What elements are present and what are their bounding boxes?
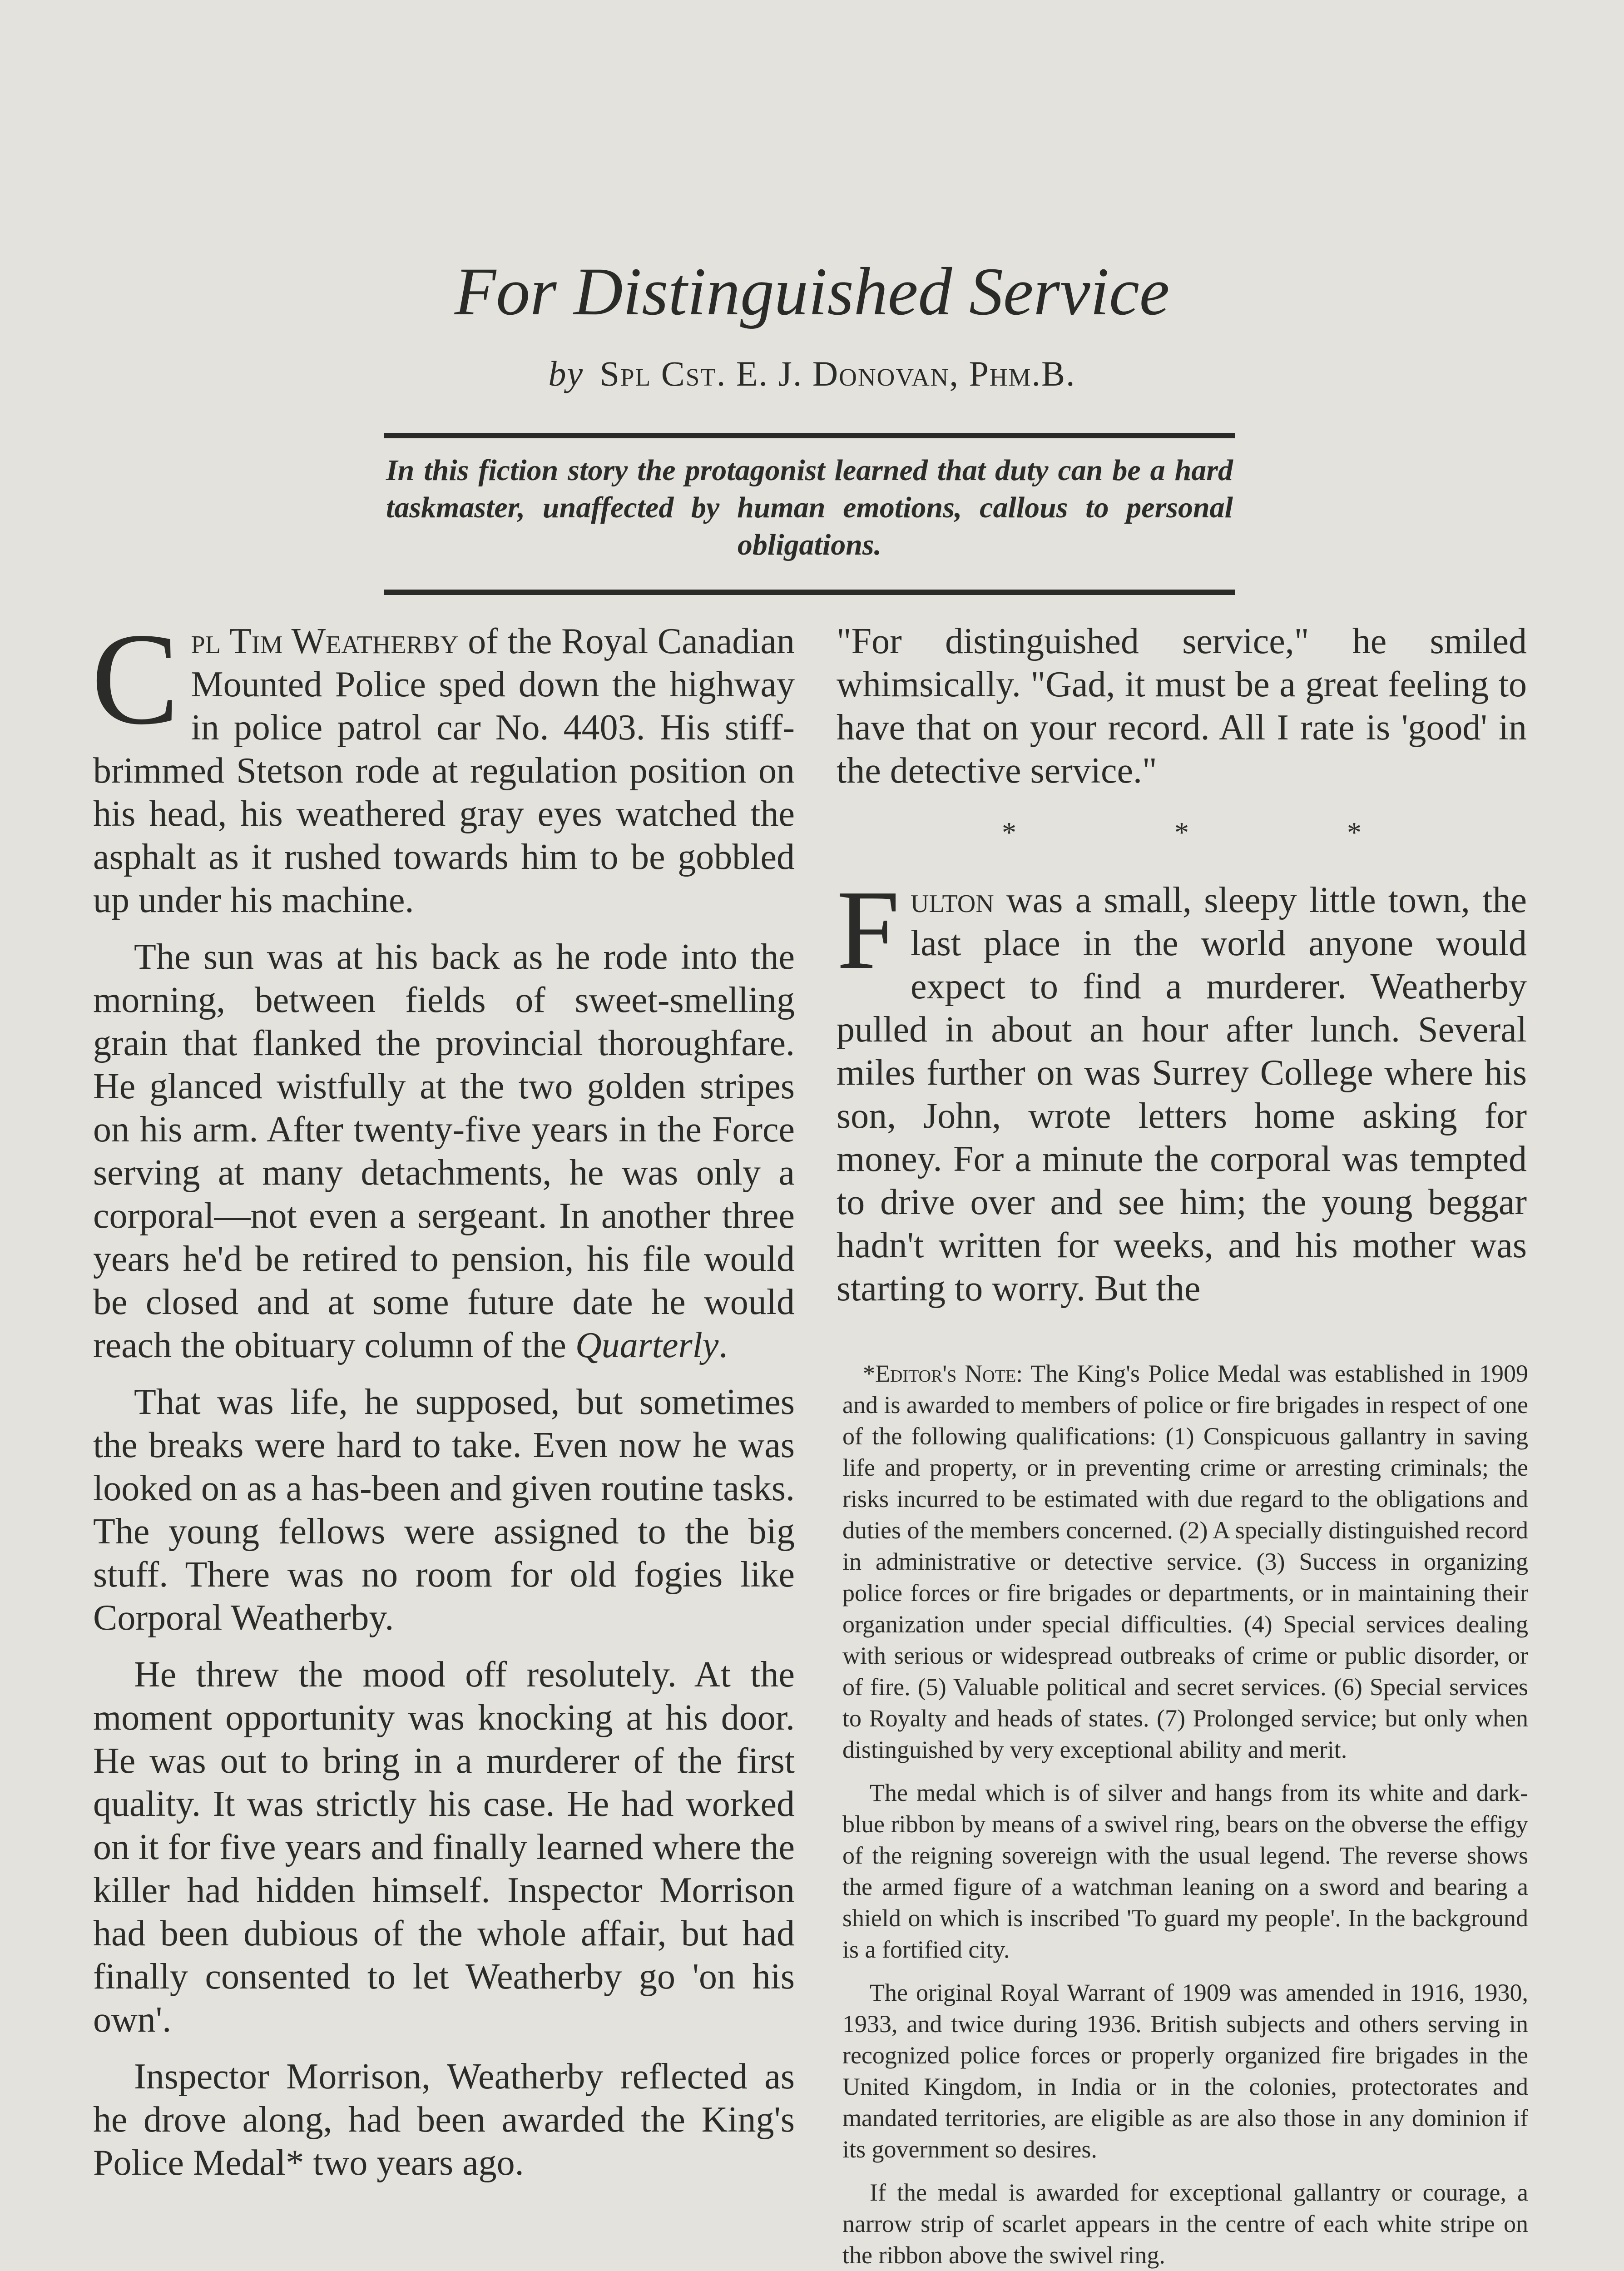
paragraph-4: He threw the mood off resolutely. At the moment opportunity was knocking at his door. He was out to bring in a murderer of the first quality. It was strictly his case. He had worked on it for five years and finally learned where the killer had hidden himself. Inspector Morrison had been dubious of the whole affair, but had finally consented to let Weatherby go 'on his own'. xyxy=(93,1655,795,2040)
section-star: * xyxy=(1347,816,1362,848)
section-star: * xyxy=(1002,816,1016,848)
left-column xyxy=(91,606,795,2198)
byline-by: by xyxy=(548,354,584,393)
note-paragraph-1 xyxy=(842,1358,1528,1765)
paragraph-2-end: . xyxy=(718,1325,728,1365)
paragraph-1 xyxy=(91,606,795,922)
paragraph-2 xyxy=(93,936,795,1367)
section-break xyxy=(837,811,1527,852)
right-column xyxy=(837,620,1527,1310)
note-lead: *Editor's Note: xyxy=(863,1360,1023,1387)
drop-cap-f: F xyxy=(837,867,900,993)
note-paragraph-2: The medal which is of silver and hangs from its white and dark-blue ribbon by means of a swivel ring, bears on the obverse the effigy of the reigning sovereign with the usual legend. The reverse shows the armed figure of a watchman leaning on a sword and bearing a shield on which is inscribed 'To guard my people'. In the background is a fortified city. xyxy=(842,1779,1528,1963)
paragraph-5: Inspector Morrison, Weatherby reflected as he drove along, had been awarded the King's Police Medal* two years ago. xyxy=(93,2057,795,2183)
intro-blurb: In this fiction story the protagonist learned that duty can be a hard taskmaster, unaffected by human emotions, callous to personal obligations. xyxy=(386,454,1233,561)
paragraph-3: That was life, he supposed, but sometimes the breaks were hard to take. Even now he was looked on as a has-been and given routine tasks. The young fellows were assigned to the big stuff. There was no room for old fogies like Corporal Weatherby. xyxy=(93,1382,795,1638)
opening-words: pl Tim Weatherby xyxy=(191,621,459,661)
note-paragraph-4: If the medal is awarded for exceptional gallantry or courage, a narrow strip of scarlet appears in the centre of each white stripe on the ribbon above the swivel ring. xyxy=(842,2179,1528,2269)
note-paragraph-3: The original Royal Warrant of 1909 was amended in 1916, 1930, 1933, and twice during 1936. British subjects and others serving in recognized police forces or properly organized fire brigades in the United Kingdom, in India or in the colonies, protectorates and mandated territories, are eligible as are also those in any dominion if its government so desires. xyxy=(842,1979,1528,2163)
note-paragraph-1-text: The King's Police Medal was established in 1909 and is awarded to members of police or fire brigades in respect of one of the following qualifications: (1) Conspicuous gallantry in saving life and property, or in preventing crime or arresting criminals; the risks incurred to be estimated with due regard to the obligations and duties of the members concerned. (2) A specially distinguished record in administrative or detective service. (3) Success in organizing police forces or fire brigades or departments, or in maintaining their organization under special difficulties. (4) Special services dealing with serious or widespread outbreaks of crime or public disorder, or of fire. (5) Valuable political and secret services. (6) Special services to Royalty and heads of states. (7) Prolonged service; but only when distinguished by very exceptional ability and merit. xyxy=(842,1360,1529,1763)
bottom-rule xyxy=(384,590,1235,595)
paragraph-1-text: of the Royal Canadian Mounted Police sped down the highway in police patrol car No. 4403. His stiff-brimmed Stetson rode at regulation position on his head, his weathered gray eyes watched the asphalt as it rushed towards him to be gobbled up under his machine. xyxy=(93,621,795,920)
fulton-lead: ulton xyxy=(911,880,994,920)
quarterly-title: Quarterly xyxy=(575,1325,719,1365)
author-name: Spl Cst. E. J. Donovan, Phm.B. xyxy=(599,354,1076,393)
fulton-text: was a small, sleepy little town, the last place in the world anyone would expect to find a murderer. Weatherby pulled in about an hour after lunch. Several miles further on was Surrey College where his son, John, wrote letters home asking for money. For a minute the corporal was tempted to drive over and see him; the young beggar hadn't written for weeks, and his mother was starting to worry. But the xyxy=(837,880,1527,1309)
byline xyxy=(0,354,1624,393)
article-title: For Distinguished Service xyxy=(454,254,1170,329)
top-rule xyxy=(384,433,1235,438)
editors-note xyxy=(842,1358,1528,2271)
section-star: * xyxy=(1174,816,1189,848)
quote-paragraph: "For distinguished service," he smiled whimsically. "Gad, it must be a great feeling to have that on your record. All I rate is 'good' in the detective service." xyxy=(837,621,1527,791)
fulton-paragraph xyxy=(837,867,1527,1310)
paragraph-2-text: The sun was at his back as he rode into the morning, between fields of sweet-smelling grain that flanked the provincial thoroughfare. He glanced wistfully at the two golden stripes on his arm. After twenty-five years in the Force serving at many detachments, he was only a corporal—not even a sergeant. In another three years he'd be retired to pension, his file would be closed and at some future date he would reach the obituary column of the xyxy=(93,937,795,1365)
drop-cap-c: C xyxy=(91,606,179,752)
